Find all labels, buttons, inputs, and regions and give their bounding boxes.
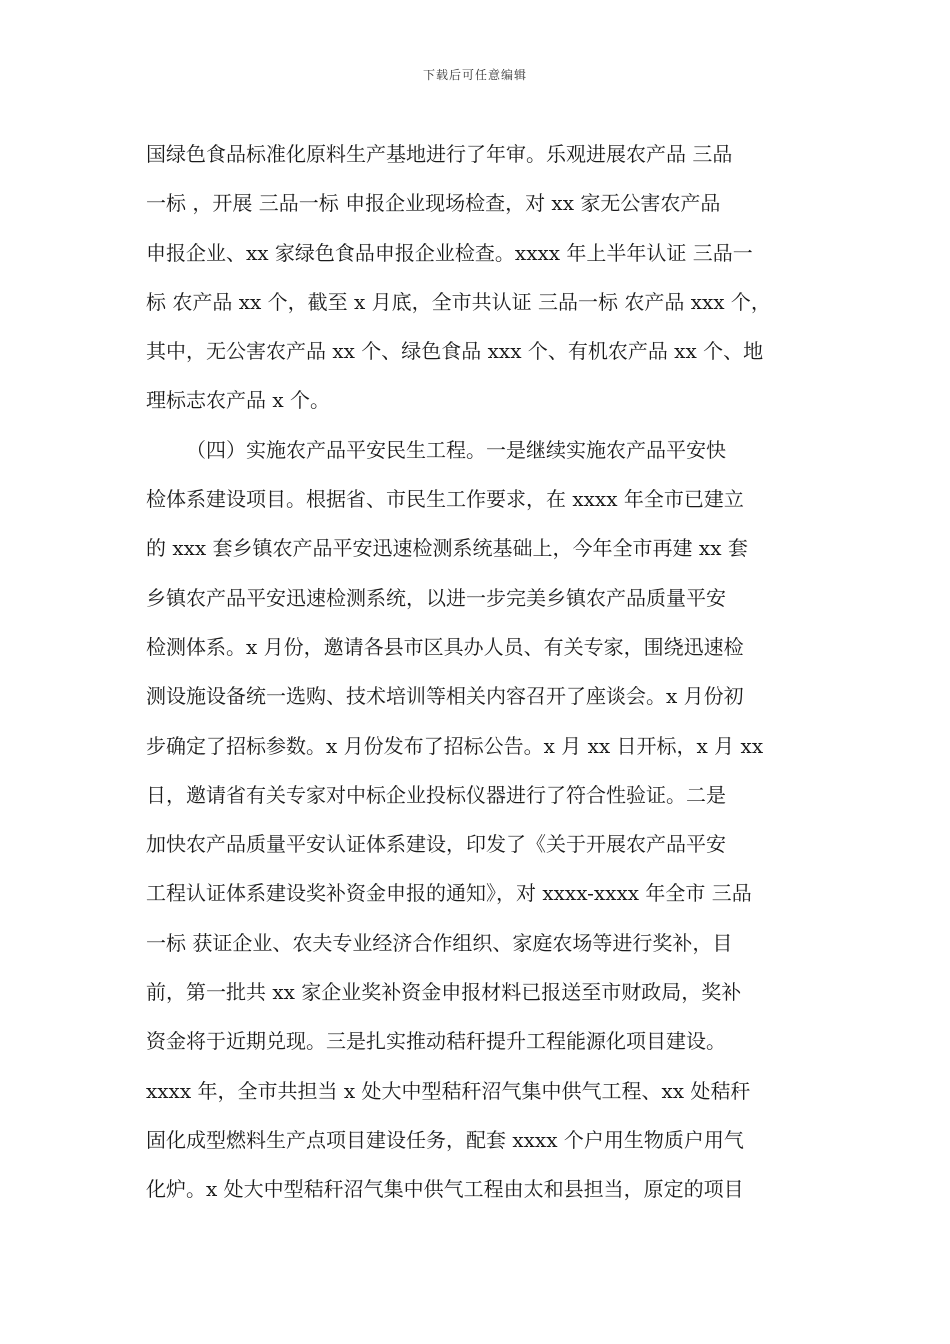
paragraph-2-line: 的 xxx 套乡镇农产品平安迅速检测系统基础上，今年全市再建 xx 套	[146, 536, 748, 561]
document-body	[146, 130, 816, 1215]
paragraph-2-line: 乡镇农产品平安迅速检测系统，以进一步完美乡镇农产品质量平安	[146, 585, 726, 610]
paragraph-1-line: 申报企业、xx 家绿色食品申报企业检查。xxxx 年上半年认证 三品一	[146, 240, 753, 265]
paragraph-1-line: 一标 ，开展 三品一标 申报企业现场检查，对 xx 家无公害农产品	[146, 191, 721, 216]
paragraph-2-line: 工程认证体系建设奖补资金申报的通知》，对 xxxx-xxxx 年全市 三品	[146, 881, 752, 906]
paragraph-2-line: 加快农产品质量平安认证体系建设，印发了《关于开展农产品平安	[146, 832, 726, 857]
paragraph-2-line: 日，邀请省有关专家对中标企业投标仪器进行了符合性验证。二是	[146, 782, 726, 807]
page-header: 下载后可任意编辑	[422, 68, 527, 82]
paragraph-2-first-line: （四）实施农产品平安民生工程。一是继续实施农产品平安快	[186, 437, 726, 462]
paragraph-1-line: 国绿色食品标准化原料生产基地进行了年审。乐观进展农产品 三品	[146, 142, 733, 166]
paragraph-1-line: 其中，无公害农产品 xx 个、绿色食品 xxx 个、有机农产品 xx 个、地	[146, 339, 764, 364]
paragraph-2-line: 一标 获证企业、农夫专业经济合作组织、家庭农场等进行奖补，目	[146, 930, 733, 955]
paragraph-2-line: 化炉。x 处大中型秸秆沼气集中供气工程由太和县担当，原定的项目	[146, 1177, 744, 1202]
paragraph-2-line: 固化成型燃料生产点项目建设任务，配套 xxxx 个户用生物质户用气	[146, 1127, 744, 1152]
paragraph-2-line: 检测体系。x 月份，邀请各县市区具办人员、有关专家，围绕迅速检	[146, 634, 744, 659]
paragraph-2-line: 前，第一批共 xx 家企业奖补资金申报材料已报送至市财政局，奖补	[146, 980, 742, 1005]
paragraph-2-line: 测设施设备统一选购、技术培训等相关内容召开了座谈会。x 月份初	[146, 684, 744, 709]
paragraph-1-line: 标 农产品 xx 个，截至 x 月底，全市共认证 三品一标 农产品 xxx 个，	[146, 289, 771, 314]
paragraph-2-line: 检体系建设项目。根据省、市民生工作要求，在 xxxx 年全市已建立	[146, 487, 744, 512]
paragraph-2-line: xxxx 年，全市共担当 x 处大中型秸秆沼气集中供气工程、xx 处秸秆	[146, 1078, 751, 1103]
paragraph-1-line: 理标志农产品 x 个。	[146, 388, 330, 413]
paragraph-2-line: 资金将于近期兑现。三是扎实推动秸秆提升工程能源化项目建设。	[146, 1029, 726, 1054]
paragraph-2-line: 步确定了招标参数。x 月份发布了招标公告。x 月 xx 日开标，x 月 xx	[146, 733, 764, 758]
